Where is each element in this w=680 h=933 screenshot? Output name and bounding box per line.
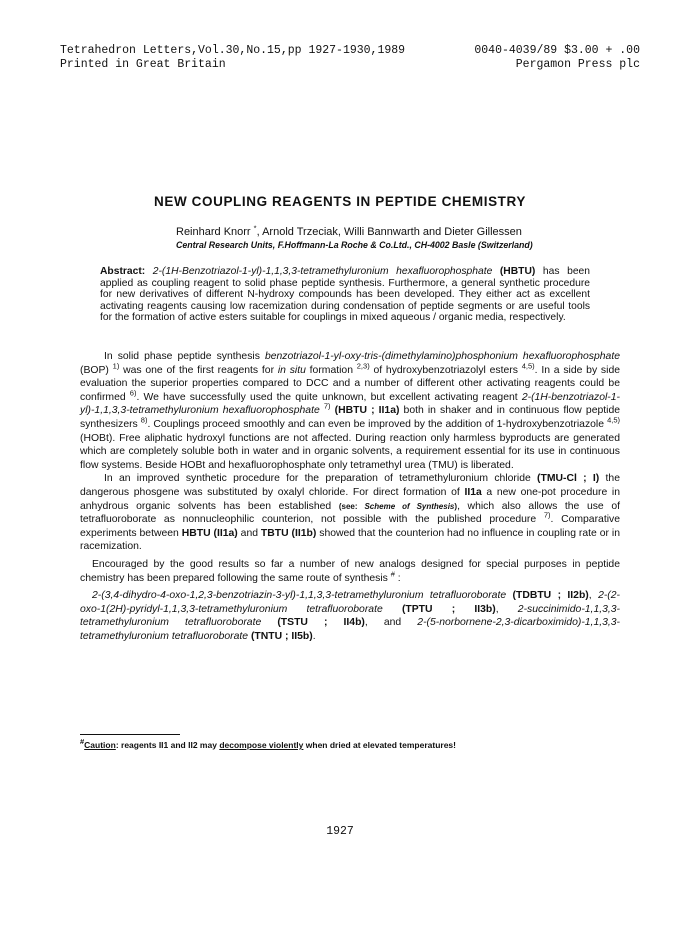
- reference-mark: 7): [323, 401, 331, 411]
- caution-label: Caution: [84, 740, 116, 750]
- scheme-link: Scheme of Synthesis: [364, 501, 455, 511]
- paper-title: NEW COUPLING REAGENTS IN PEPTIDE CHEMISTRY: [154, 194, 526, 209]
- compound-abbr: (TMU-Cl ; I): [537, 473, 600, 485]
- paragraph-1: [80, 350, 620, 472]
- compound-abbr: II1a: [464, 486, 482, 498]
- compound-abbr: (TDBTU ; II2b): [512, 590, 589, 602]
- first-author: Reinhard Knorr: [176, 226, 251, 238]
- text-run: (BOP): [80, 364, 113, 376]
- footnote-mark: #: [80, 737, 85, 747]
- journal-price-code: 0040-4039/89 $3.00 + .00: [474, 44, 640, 57]
- warning-text: decompose violently: [219, 740, 304, 750]
- body-text: [80, 350, 620, 643]
- abstract-label: Abstract:: [100, 266, 146, 277]
- abstract-compound: 2-(1H-Benzotriazol-1-yl)-1,1,3,3-tetramethyluronium hexafluorophosphate: [152, 266, 493, 277]
- text-run: . Comparative experiments between: [80, 514, 620, 539]
- compound-name: 2-(5-norbornene-2,3-dicarboximido)-1,1,3,3-tetramethyluronium tetrafluoroborate: [80, 617, 621, 642]
- compound-abbr: II1: [158, 740, 169, 750]
- text-run: :: [394, 572, 401, 584]
- compound-name: 2-(3,4-dihydro-4-oxo-1,2,3-benzotriazin-3-yl)-1,1,3,3-tetramethyluronium tetrafluoroborate: [92, 590, 507, 602]
- text-run: (see:: [338, 501, 365, 511]
- text-run: a new one-pot procedure in anhydrous organic solvents has been established: [80, 486, 620, 512]
- reference-mark: 4,5): [607, 415, 620, 425]
- compound-abbr: TBTU (II1b): [260, 527, 317, 539]
- reference-mark: 1): [112, 361, 120, 371]
- paragraph-3: [80, 558, 620, 585]
- text-run: . Couplings proceed smoothly and can even be improved by the addition of 1-hydroxybenzotriazole: [147, 418, 608, 430]
- printed-location: Printed in Great Britain: [60, 58, 226, 71]
- text-run: In an improved synthetic procedure for the preparation of tetramethyluronium chloride: [104, 473, 538, 485]
- affiliation: Central Research Units, F.Hoffmann-La Roche & Co.Ltd., CH-4002 Basle (Switzerland): [176, 240, 533, 250]
- compound-abbr: HBTU (II1a): [181, 527, 238, 539]
- reference-mark: 8): [140, 415, 148, 425]
- compound-name: 2-(2-oxo-1(2H)-pyridyl-1,1,3,3-tetramethyluronium tetrafluoroborate: [80, 590, 621, 615]
- page-number: 1927: [326, 825, 354, 838]
- text-run: and: [383, 617, 402, 629]
- author-list: [176, 223, 522, 238]
- text-run: , which also allows the use of tetrafluoroborate as nonnucleophilic counterion, not possible with the published procedure: [80, 500, 620, 526]
- compound-name: 2-succinimido-1,1,3,3-tetramethyluronium tetrafluoroborate: [80, 603, 621, 629]
- reference-mark: 4,5): [521, 361, 535, 371]
- footnote-mark: #: [390, 569, 395, 579]
- text-run: may: [197, 740, 220, 750]
- paragraph-4: 2-(3,4-dihydro-4-oxo-1,2,3-benzotriazin-3-yl)-1,1,3,3-tetramethyluronium tetrafluoroborate (TDBTU ; II2b), 2-(2-oxo-1(2H)-pyridyl-1,1,3,3-tetramethyluronium tetrafluoroborate (TPTU ; II3b), 2-succinimido-1,1,3,3-tetramethyluronium tetrafluoroborate (TSTU ; II4b), and 2-(5-norbornene-2,3-dicarboximido)-1,1,3,3-tetramethyluronium tetrafluoroborate (TNTU ; II5b).: [80, 590, 621, 642]
- publisher: Pergamon Press plc: [515, 58, 640, 71]
- abstract-text: has been applied as coupling reagent to solid phase peptide synthesis. Furthermore, a general synthetic procedure for new derivatives of different N-hydroxy compounds has been developed. They either act as excellent activating reagents causing low racemization during condensation of peptide segments or are useful tools for the formation of active esters suitable for couplings in mixed aqueous / organic media, respectively.: [100, 266, 590, 324]
- compound-name: 2-(1H-benzotriazol-1-yl)-1,1,3,3-tetramethyluronium hexafluorophosphate: [80, 391, 620, 417]
- compound-abbr: II2: [188, 740, 198, 750]
- text-run: and: [237, 527, 261, 539]
- text-run: . We have successfully used the quite unknown, but excellent activating reagent: [136, 391, 522, 403]
- abstract: [100, 266, 590, 324]
- compound-abbr: (HBTU ; II1a): [334, 405, 400, 417]
- text-run: (HOBt). Free aliphatic hydroxyl functions are not affected. During reaction only harmless byproducts are generated which are completely soluble both in water and in organic solvents, a requirement essential for its use in continuous flow systems. Beside HOBt and hexafluorophosphate only tetramethyl urea (TMU) is liberated.: [80, 432, 620, 471]
- text-run: of hydroxybenzotriazolyl esters: [369, 364, 522, 376]
- text-run: ): [454, 501, 458, 511]
- reference-mark: 6): [129, 388, 137, 398]
- text-run: formation: [305, 364, 357, 376]
- corresponding-author-mark: *: [253, 223, 257, 233]
- footnote: [80, 737, 456, 750]
- italic-term: in situ: [277, 364, 306, 376]
- text-run: In solid phase peptide synthesis: [104, 351, 265, 362]
- compound-abbr: (TPTU ; II3b): [401, 603, 496, 615]
- compound-abbr: (TSTU ; II4b): [277, 617, 365, 629]
- other-authors: , Arnold Trzeciak, Willi Bannwarth and Dieter Gillessen: [256, 226, 522, 238]
- footnote-rule: [80, 734, 180, 735]
- text-run: showed that the counterion had no influence in coupling rate or in racemization.: [80, 527, 620, 553]
- abstract-compound-abbr: (HBTU): [499, 266, 536, 277]
- text-run: when dried at elevated temperatures!: [303, 740, 456, 750]
- compound-abbr: (TNTU ; II5b): [250, 630, 313, 642]
- scheme-reference: [339, 502, 457, 511]
- text-run: both in shaker and in continuous flow peptide synthesizers: [80, 405, 621, 430]
- journal-citation: Tetrahedron Letters,Vol.30,No.15,pp 1927-1930,1989: [60, 44, 406, 57]
- compound-name: benzotriazol-1-yl-oxy-tris-(dimethylamino)phosphonium hexafluorophosphate: [264, 351, 620, 362]
- text-run: the dangerous phosgene was substituted by oxalyl chloride. For direct formation of: [80, 473, 620, 498]
- journal-header: [60, 44, 640, 72]
- reference-mark: 7): [543, 510, 551, 520]
- text-run: : reagents: [115, 740, 159, 750]
- reference-mark: 2,3): [356, 361, 370, 371]
- text-run: Encouraged by the good results so far a number of new analogs designed for special purposes in peptide chemistry has been prepared following the same route of synthesis: [80, 558, 620, 584]
- text-run: . In a side by side evaluation the superior properties compared to DCC and a number of different other activating reagents could be confirmed: [80, 364, 620, 403]
- text-run: and: [168, 740, 189, 750]
- paragraph-2: [80, 472, 620, 554]
- text-run: was one of the first reagents for: [119, 364, 278, 376]
